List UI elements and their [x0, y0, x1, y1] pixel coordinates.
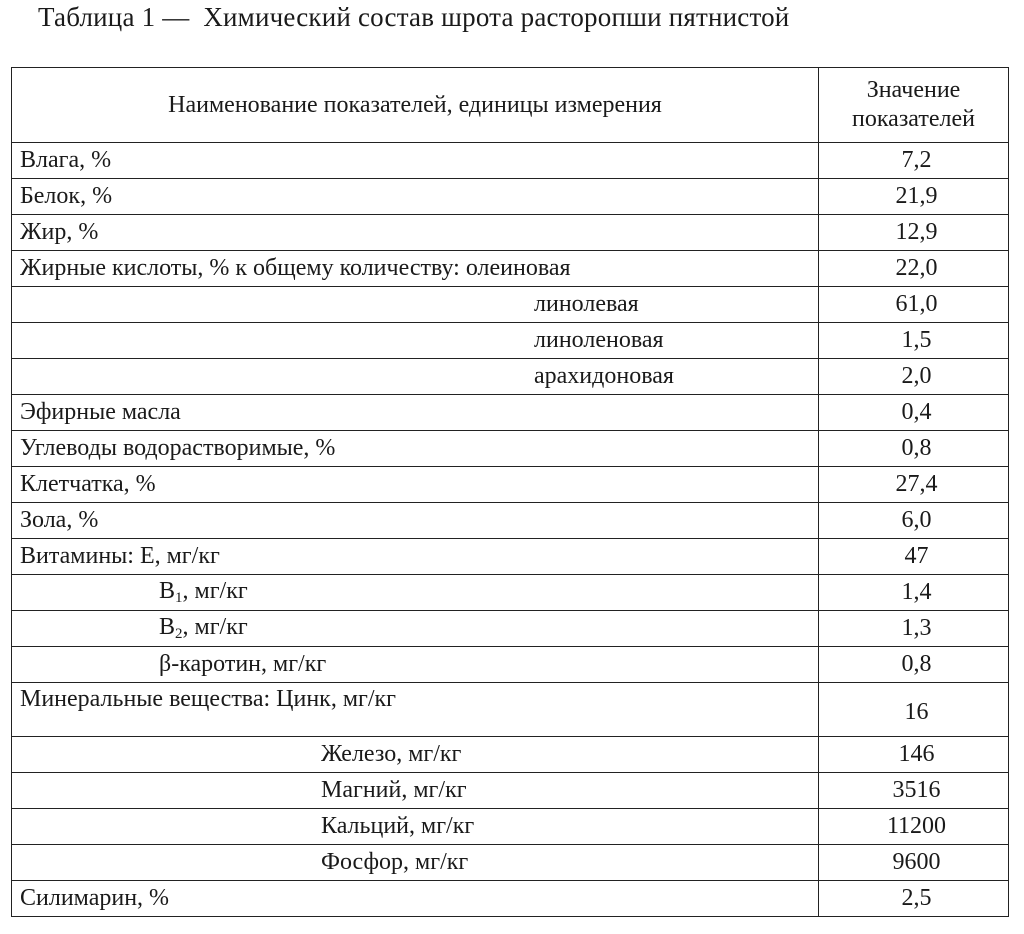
row-name: Жир, %: [12, 215, 819, 251]
vitamin-letter: B: [159, 614, 176, 641]
vitamin-index: 2: [175, 626, 183, 643]
table-row: [12, 215, 1009, 251]
row-name: Витамины: Е, мг/кг: [12, 539, 819, 575]
row-value: 12,9: [819, 215, 1009, 251]
row-name: Эфирные масла: [12, 395, 819, 431]
row-value: 27,4: [819, 467, 1009, 503]
table-row: [12, 179, 1009, 215]
vitamin-letter: B: [159, 578, 176, 605]
row-value: 6,0: [819, 503, 1009, 539]
table-row: [12, 881, 1009, 917]
table-row: [12, 323, 1009, 359]
row-name: Кальций, мг/кг: [12, 809, 819, 845]
row-value: 47: [819, 539, 1009, 575]
row-name: линолевая: [12, 287, 819, 323]
row-name: Белок, %: [12, 179, 819, 215]
row-value: 3516: [819, 773, 1009, 809]
table-row: [12, 845, 1009, 881]
row-value: 11200: [819, 809, 1009, 845]
header-name: Наименование показателей, единицы измерения: [12, 68, 819, 143]
row-name: Минеральные вещества: Цинк, мг/кг: [12, 683, 819, 737]
row-name: Влага, %: [12, 143, 819, 179]
row-name: β-каротин, мг/кг: [12, 647, 819, 683]
row-value: 2,0: [819, 359, 1009, 395]
vitamin-index: 1: [175, 590, 183, 607]
row-name: Фосфор, мг/кг: [12, 845, 819, 881]
table-row: [12, 359, 1009, 395]
row-name: Клетчатка, %: [12, 467, 819, 503]
composition-table: [11, 67, 1009, 917]
row-value: 0,8: [819, 647, 1009, 683]
table-row: [12, 395, 1009, 431]
vitamin-unit: , мг/кг: [182, 614, 248, 641]
row-name: Силимарин, %: [12, 881, 819, 917]
row-value: 9600: [819, 845, 1009, 881]
table-row: [12, 287, 1009, 323]
table-row: [12, 611, 1009, 647]
row-value: 21,9: [819, 179, 1009, 215]
row-value: 2,5: [819, 881, 1009, 917]
table-row: [12, 143, 1009, 179]
table-row: [12, 773, 1009, 809]
row-value: 61,0: [819, 287, 1009, 323]
row-name: Жирные кислоты, % к общему количеству: олеиновая: [12, 251, 819, 287]
row-name: арахидоновая: [12, 359, 819, 395]
table-row: [12, 683, 1009, 737]
table-row: [12, 431, 1009, 467]
table-row: [12, 647, 1009, 683]
row-value: 0,8: [819, 431, 1009, 467]
row-name: линоленовая: [12, 323, 819, 359]
row-value: 146: [819, 737, 1009, 773]
row-name: Магний, мг/кг: [12, 773, 819, 809]
row-name: [12, 575, 819, 611]
row-value: 1,4: [819, 575, 1009, 611]
table-caption: Таблица 1 — Химический состав шрота расторопши пятнистой: [38, 2, 790, 32]
table-row: [12, 809, 1009, 845]
header-value: [819, 68, 1009, 143]
row-name: Железо, мг/кг: [12, 737, 819, 773]
row-value: 16: [819, 683, 1009, 737]
header-row: [12, 68, 1009, 143]
vitamin-unit: , мг/кг: [182, 578, 248, 605]
row-value: 1,3: [819, 611, 1009, 647]
header-value-line1: Значение: [866, 76, 961, 103]
header-value-line2: показателей: [852, 106, 975, 132]
row-name: Зола, %: [12, 503, 819, 539]
row-value: 0,4: [819, 395, 1009, 431]
table-row: [12, 575, 1009, 611]
table-row: [12, 251, 1009, 287]
row-value: 22,0: [819, 251, 1009, 287]
row-name: Углеводы водорастворимые, %: [12, 431, 819, 467]
table-row: [12, 737, 1009, 773]
table-row: [12, 539, 1009, 575]
row-name: [12, 611, 819, 647]
row-value: 1,5: [819, 323, 1009, 359]
table-row: [12, 503, 1009, 539]
table-row: [12, 467, 1009, 503]
row-value: 7,2: [819, 143, 1009, 179]
